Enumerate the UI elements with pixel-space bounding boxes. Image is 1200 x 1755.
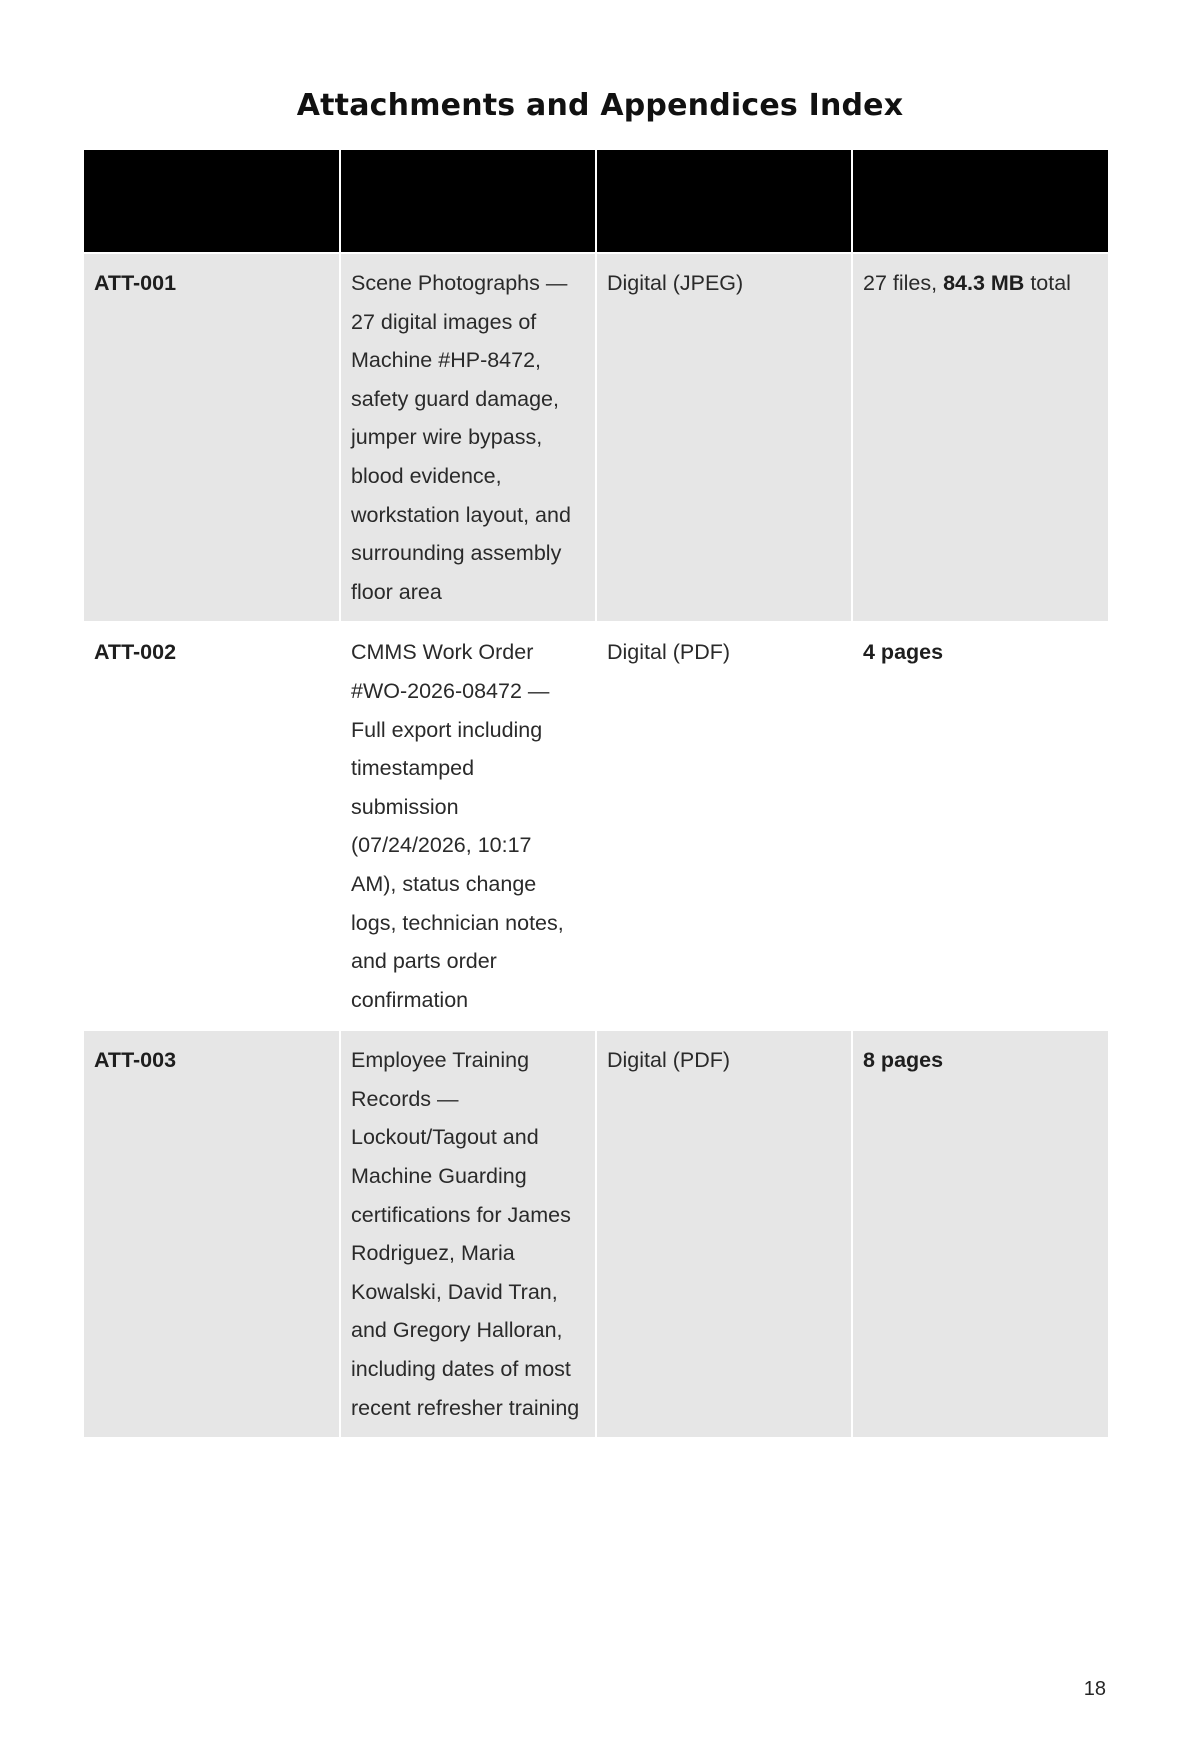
column-header xyxy=(84,150,340,253)
table-row xyxy=(84,253,1108,622)
attachment-id: ATT-003 xyxy=(94,1048,177,1073)
attachments-table xyxy=(84,150,1108,1437)
attachment-size-value: 4 pages xyxy=(863,640,944,665)
attachment-format: Digital (JPEG) xyxy=(596,253,852,622)
page-number: 18 xyxy=(1083,1678,1106,1700)
attachment-format: Digital (PDF) xyxy=(596,622,852,1030)
attachment-id-cell xyxy=(84,1030,340,1437)
attachment-size-cell xyxy=(852,1030,1108,1437)
attachment-id: ATT-002 xyxy=(94,640,177,665)
attachment-size-value: 84.3 MB xyxy=(943,271,1025,295)
attachment-description: Employee Training Records — Lockout/Tagout and Machine Guarding certifications for James Rodriguez, Maria Kowalski, David Tran, and Gregory Halloran, including dates of most recent refresher training xyxy=(340,1030,596,1437)
column-header xyxy=(852,150,1108,253)
attachment-id-cell xyxy=(84,253,340,622)
attachment-size-prefix: 27 files, xyxy=(863,271,944,295)
attachment-size-cell xyxy=(852,253,1108,622)
attachment-size-cell xyxy=(852,622,1108,1030)
attachment-description: CMMS Work Order #WO-2026-08472 — Full export including timestamped submission (07/24/2026, 10:17 AM), status change logs, technician notes, and parts order confirmation xyxy=(340,622,596,1030)
table-row xyxy=(84,1030,1108,1437)
attachment-id: ATT-001 xyxy=(94,271,177,295)
attachment-format: Digital (PDF) xyxy=(596,1030,852,1437)
attachment-size-value: 8 pages xyxy=(863,1048,944,1073)
column-header xyxy=(340,150,596,253)
table-header-row xyxy=(84,150,1108,253)
page-title: Attachments and Appendices Index xyxy=(296,88,904,123)
attachment-description: Scene Photographs — 27 digital images of Machine #HP-8472, safety guard damage, jumper wire bypass, blood evidence, workstation layout, and surrounding assembly floor area xyxy=(340,253,596,622)
table-row xyxy=(84,622,1108,1030)
attachment-size-suffix: total xyxy=(1024,271,1071,295)
column-header xyxy=(596,150,852,253)
attachment-id-cell xyxy=(84,622,340,1030)
